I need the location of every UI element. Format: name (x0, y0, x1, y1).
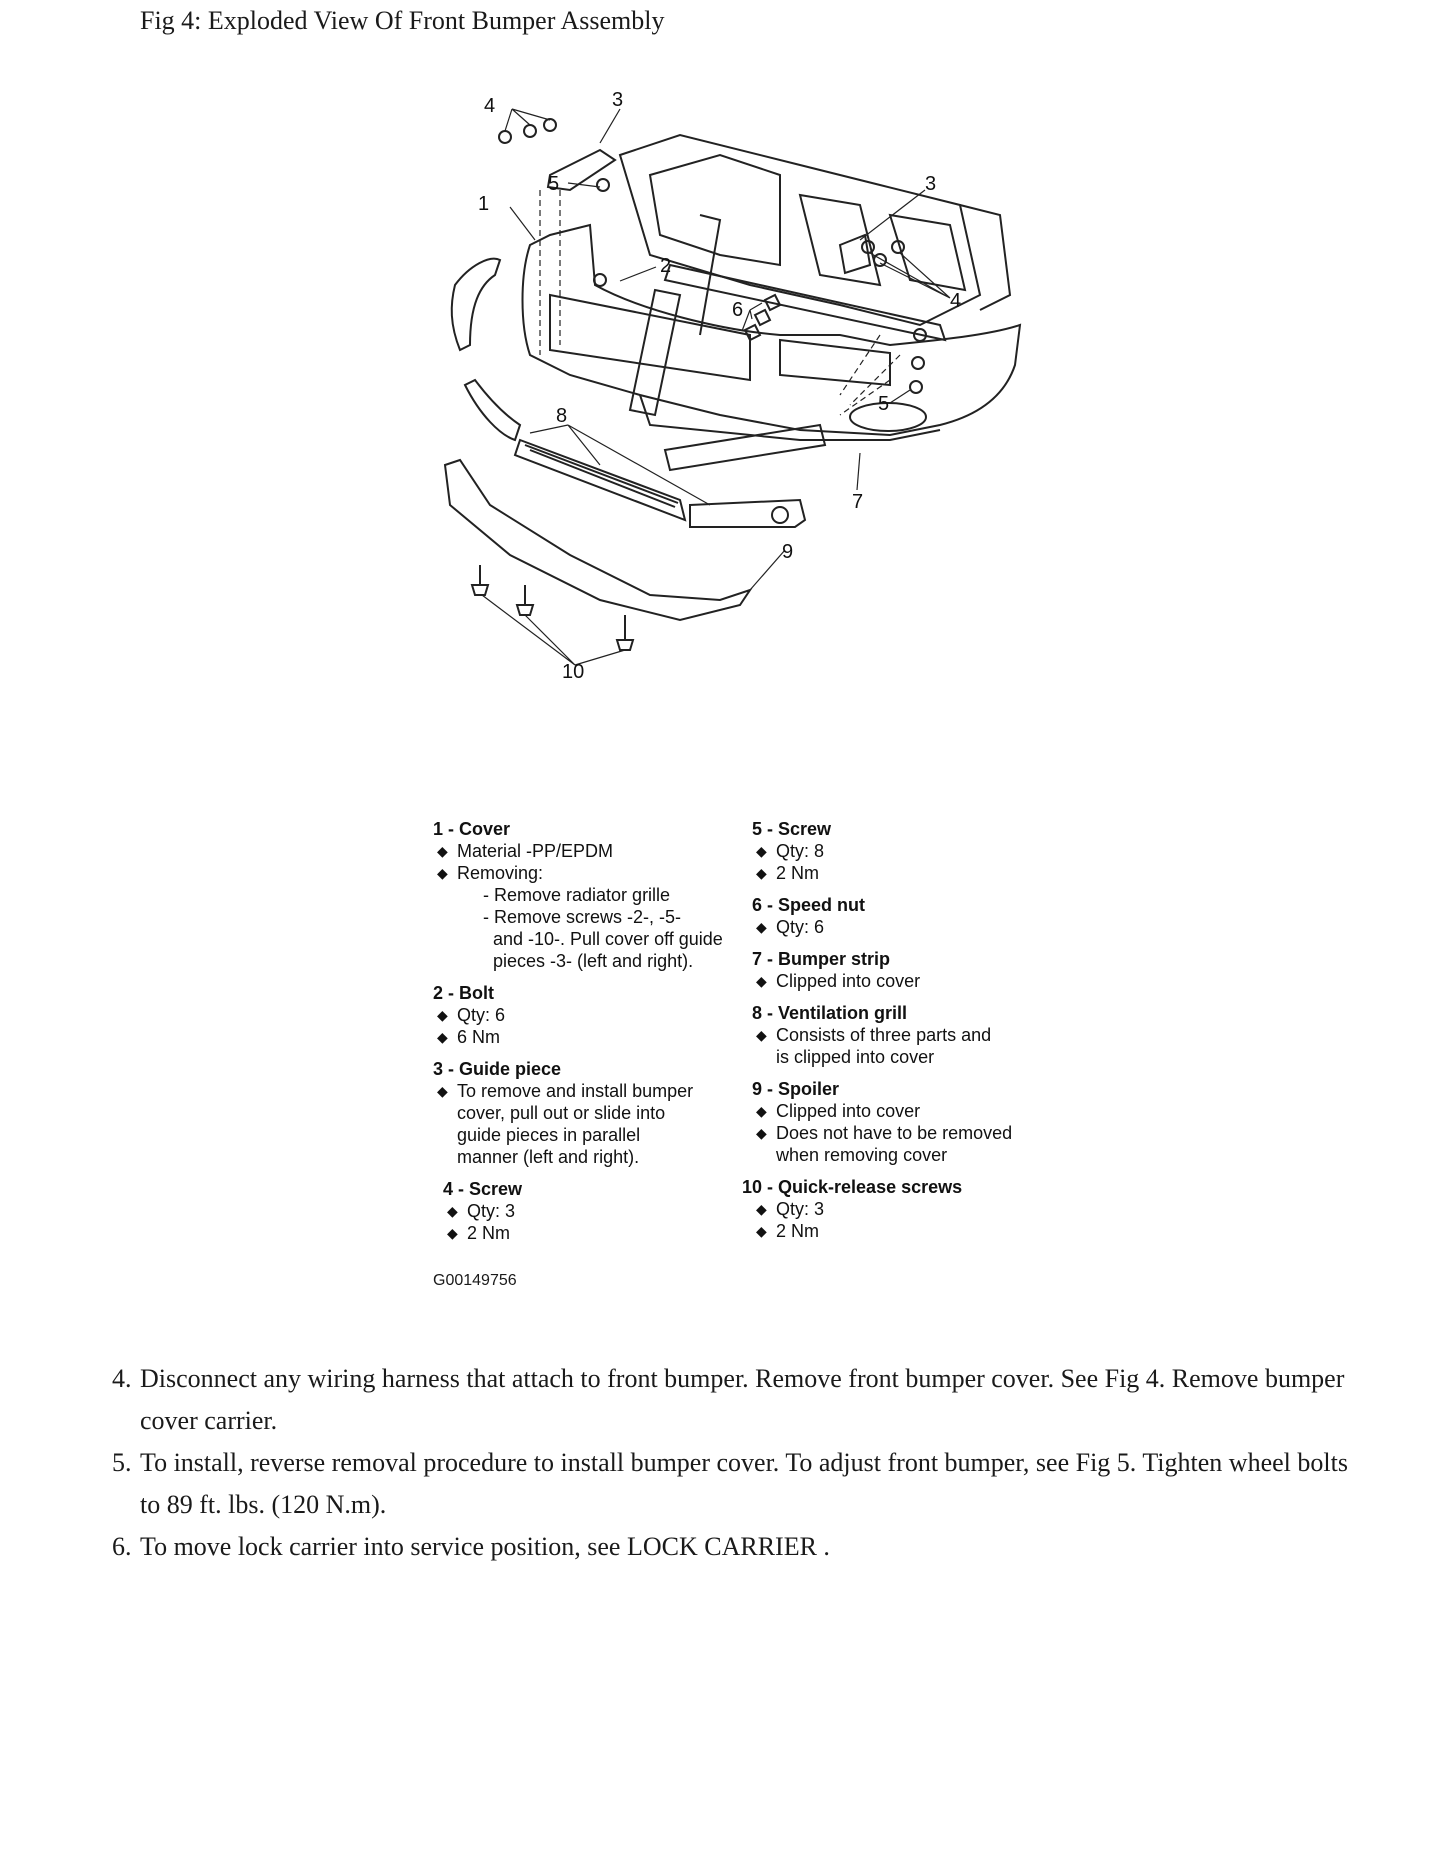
guide-piece-right (840, 235, 870, 273)
radiator-support (620, 135, 980, 325)
callout-1: 1 (478, 193, 490, 215)
legend-screw-5: 5 - Screw ◆ Qty: 8 ◆ 2 Nm (752, 818, 1082, 884)
ventilation-grill-center (515, 440, 685, 520)
figure-caption: Fig 4: Exploded View Of Front Bumper Assembly (140, 6, 665, 35)
callout-4-top: 4 (484, 95, 496, 117)
legend-ventilation-grill: 8 - Ventilation grill ◆ Consists of three parts and is clipped into cover (752, 1002, 1082, 1068)
callout-2: 2 (660, 255, 672, 277)
legend-right (742, 818, 1082, 1252)
callout-10: 10 (562, 661, 585, 683)
callout-3-top: 3 (612, 89, 624, 111)
figure-id: G00149756 (433, 1272, 517, 1289)
callout-8: 8 (556, 405, 568, 427)
procedure-steps (112, 1358, 1362, 1568)
ventilation-grill-left (465, 380, 520, 440)
legend-quick-release-screws: 10 - Quick-release screws ◆ Qty: 3 ◆ 2 Nm (742, 1176, 1082, 1242)
callout-5-right: 5 (878, 393, 890, 415)
bumper-illustration (420, 95, 1080, 795)
list-item: 4. Disconnect any wiring harness that attach to front bumper. Remove front bumper cover. See Fig 4. Remove bumper cover carrier. (112, 1364, 1345, 1435)
callout-4-right: 4 (950, 290, 962, 312)
callout-9: 9 (782, 541, 794, 563)
legend-bumper-strip: 7 - Bumper strip ◆ Clipped into cover (752, 948, 1082, 992)
callout-6: 6 (732, 299, 744, 321)
spoiler (445, 460, 750, 620)
legend-screw-4: 4 - Screw ◆ Qty: 3 ◆ 2 Nm (433, 1178, 763, 1244)
list-item: 5. To install, reverse removal procedure to install bumper cover. To adjust front bumper, see Fig 5. Tighten wheel bolts to 89 ft. lbs. (120 N.m). (112, 1448, 1348, 1519)
legend-speed-nut: 6 - Speed nut ◆ Qty: 6 (752, 894, 1082, 938)
side-bracket-left (452, 259, 500, 350)
bumper-cover (523, 225, 1021, 435)
legend-left (433, 818, 763, 1254)
legend-guide-piece: 3 - Guide piece ◆ To remove and install bumper cover, pull out or slide into guide pieces in parallel manner (left and right). (433, 1058, 763, 1168)
callout-3-right: 3 (925, 173, 937, 195)
bumper-strip (665, 425, 825, 470)
legend-cover: 1 - Cover ◆ Material -PP/EPDM ◆ Removing: - Remove radiator grille - Remove screws -2-, -5- and -10-. Pull cover off guide pieces -3- (left and right). (433, 818, 763, 972)
callout-7: 7 (852, 491, 864, 513)
legend-bolt: 2 - Bolt ◆ Qty: 6 ◆ 6 Nm (433, 982, 763, 1048)
callout-5-top: 5 (548, 173, 560, 195)
list-item: 6. To move lock carrier into service position, see LOCK CARRIER . (112, 1532, 830, 1561)
legend-spoiler: 9 - Spoiler ◆ Clipped into cover ◆ Does not have to be removed when removing cover (752, 1078, 1082, 1166)
